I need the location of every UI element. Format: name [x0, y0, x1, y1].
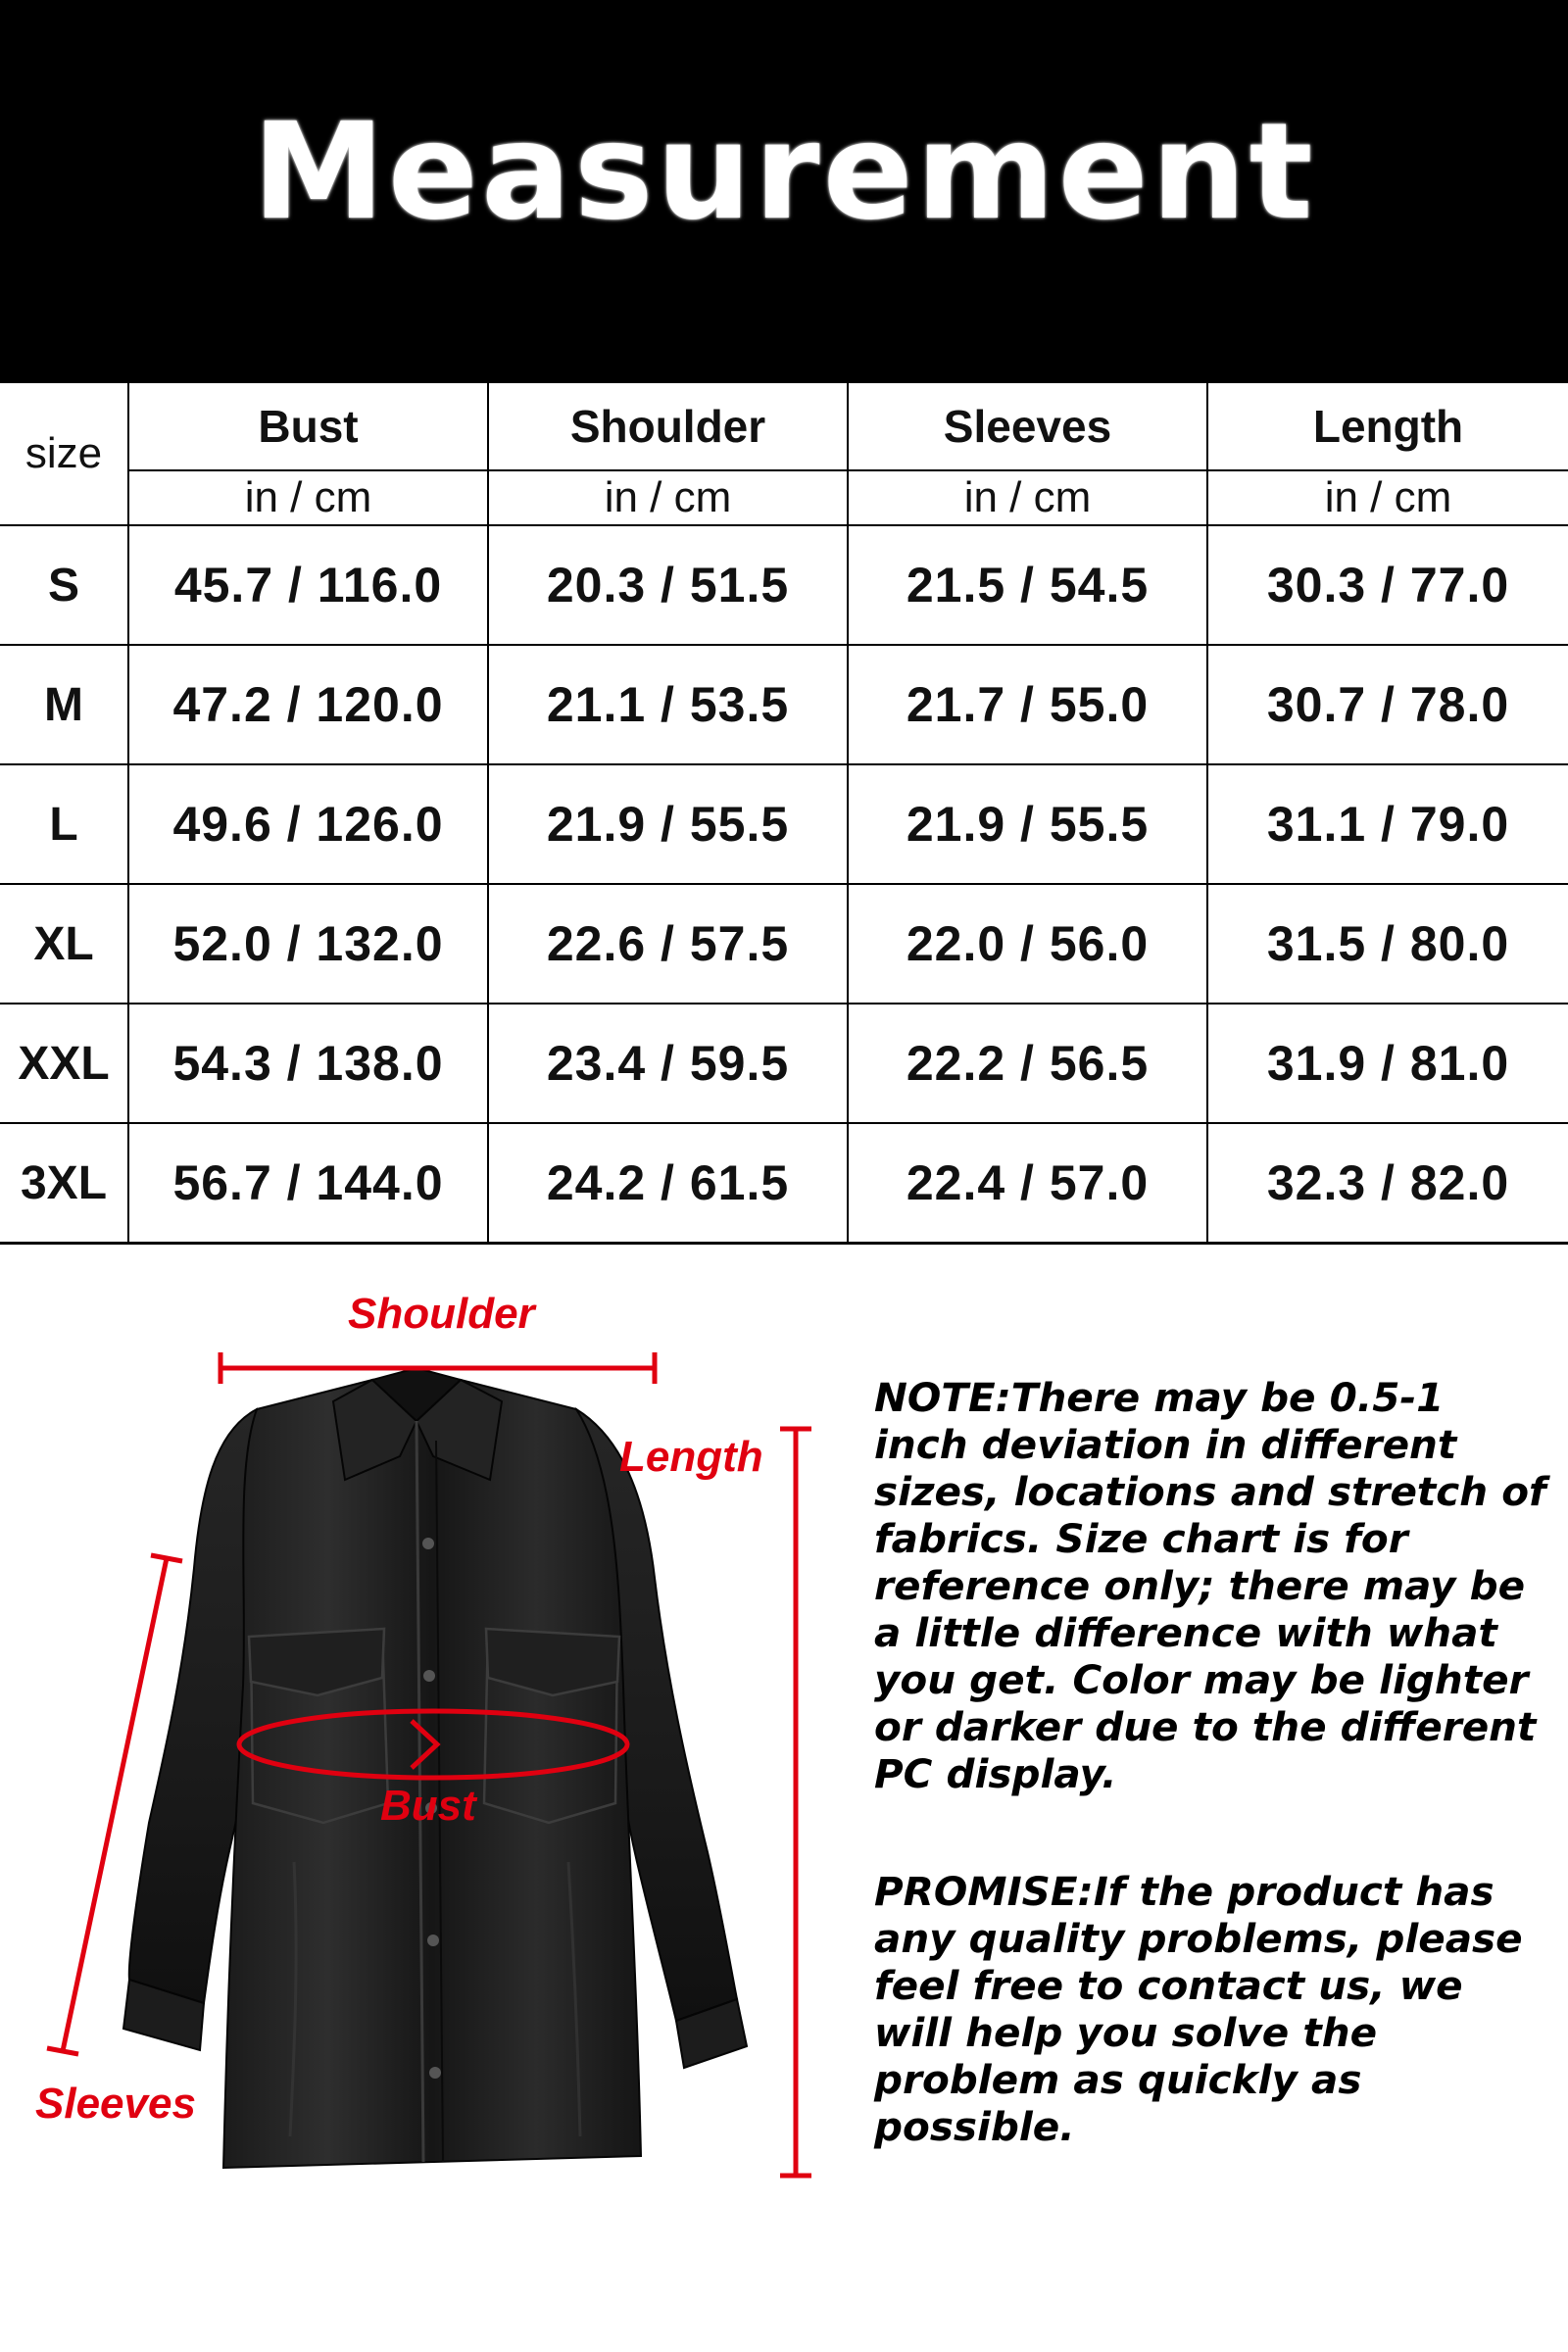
size-cell: M [0, 645, 128, 764]
table-row [0, 884, 1568, 1004]
table-row [0, 645, 1568, 764]
notes-panel [874, 1374, 1550, 2150]
shoulder-value: 21.9 / 55.5 [488, 764, 848, 884]
table-row [0, 764, 1568, 884]
shoulder-column-header: Shoulder [488, 382, 848, 471]
bust-value: 47.2 / 120.0 [128, 645, 488, 764]
length-value: 30.3 / 77.0 [1207, 525, 1568, 645]
size-cell: L [0, 764, 128, 884]
sleeves-value: 21.7 / 55.0 [848, 645, 1207, 764]
header-banner [0, 0, 1568, 380]
size-cell: 3XL [0, 1123, 128, 1244]
unit-label: in / cm [128, 470, 488, 525]
table-row [0, 1004, 1568, 1123]
bust-value: 56.7 / 144.0 [128, 1123, 488, 1244]
jacket-illustration [0, 1274, 843, 2195]
shoulder-value: 21.1 / 53.5 [488, 645, 848, 764]
length-value: 31.1 / 79.0 [1207, 764, 1568, 884]
sleeves-value: 22.4 / 57.0 [848, 1123, 1207, 1244]
table-row [0, 1123, 1568, 1244]
sleeves-value: 22.0 / 56.0 [848, 884, 1207, 1004]
page-title: Measurement [252, 95, 1316, 250]
bust-value: 54.3 / 138.0 [128, 1004, 488, 1123]
jacket-image [123, 1368, 747, 2168]
measurement-diagram [0, 1274, 843, 2195]
shoulder-value: 23.4 / 59.5 [488, 1004, 848, 1123]
promise-text: PROMISE:If the product has any quality problems, please feel free to contact us, we will help you solve the problem as quickly as possible. [874, 1868, 1523, 2150]
size-column-header: size [0, 382, 128, 526]
length-value: 30.7 / 78.0 [1207, 645, 1568, 764]
header-row [0, 382, 1568, 471]
note-text: NOTE:There may be 0.5-1 inch deviation in different sizes, locations and stretch of fabrics. Size chart is for reference only; there may be a little difference with what you get. Color may be lighter or darker due to the different PC display. [874, 1374, 1546, 1797]
shoulder-value: 20.3 / 51.5 [488, 525, 848, 645]
size-table [0, 380, 1568, 1245]
unit-label: in / cm [488, 470, 848, 525]
sleeves-value: 21.5 / 54.5 [848, 525, 1207, 645]
unit-label: in / cm [1207, 470, 1568, 525]
bust-value: 49.6 / 126.0 [128, 764, 488, 884]
length-value: 31.9 / 81.0 [1207, 1004, 1568, 1123]
sleeves-column-header: Sleeves [848, 382, 1207, 471]
size-cell: XXL [0, 1004, 128, 1123]
shoulder-value: 22.6 / 57.5 [488, 884, 848, 1004]
bust-column-header: Bust [128, 382, 488, 471]
table-row [0, 525, 1568, 645]
unit-label: in / cm [848, 470, 1207, 525]
sleeves-label: Sleeves [35, 2080, 196, 2128]
shoulder-label: Shoulder [348, 1290, 535, 1338]
length-marker [780, 1429, 811, 2176]
size-cell: XL [0, 884, 128, 1004]
length-label: Length [619, 1433, 763, 1481]
length-column-header: Length [1207, 382, 1568, 471]
sleeves-value: 21.9 / 55.5 [848, 764, 1207, 884]
size-cell: S [0, 525, 128, 645]
bust-value: 45.7 / 116.0 [128, 525, 488, 645]
bust-label: Bust [380, 1782, 476, 1830]
sleeves-value: 22.2 / 56.5 [848, 1004, 1207, 1123]
length-value: 32.3 / 82.0 [1207, 1123, 1568, 1244]
length-value: 31.5 / 80.0 [1207, 884, 1568, 1004]
shoulder-value: 24.2 / 61.5 [488, 1123, 848, 1244]
unit-row [0, 470, 1568, 525]
bust-value: 52.0 / 132.0 [128, 884, 488, 1004]
